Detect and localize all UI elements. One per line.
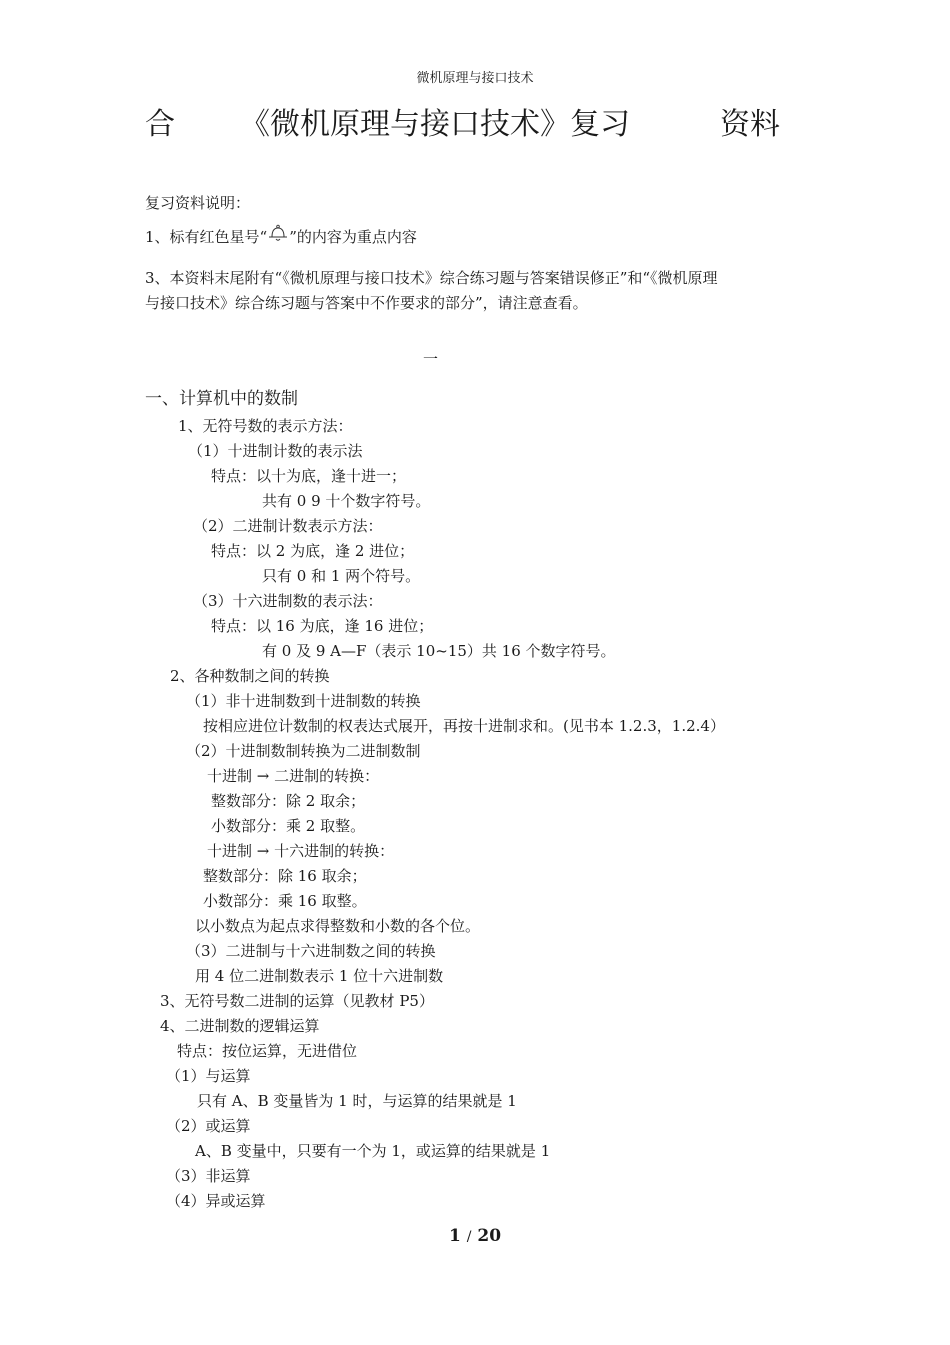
outline-line: 用 4 位二进制数表示 1 位十六进制数 — [195, 967, 444, 985]
note-3-line-1: 3、本资料末尾附有“《微机原理与接口技术》综合练习题与答案错误修正”和“《微机原理 — [145, 269, 718, 287]
outline-line: 特点：按位运算，无进借位 — [177, 1042, 358, 1060]
outline-line: 小数部分：乘 2 取整。 — [211, 817, 366, 835]
outline-line: 小数部分：乘 16 取整。 — [203, 892, 367, 910]
document-title: 《微机原理与接口技术》复习 — [240, 107, 630, 142]
outline-line: 3、无符号数二进制的运算（见教材 P5） — [160, 992, 434, 1010]
outline-line: 只有 A、B 变量皆为 1 时，与运算的结果就是 1 — [197, 1092, 517, 1110]
notes-heading: 复习资料说明： — [145, 194, 251, 212]
outline-line: （1）十进制计数的表示法 — [188, 442, 363, 460]
outline-line: （1）与运算 — [166, 1067, 251, 1085]
outline-line: （1）非十进制数到十进制数的转换 — [186, 692, 421, 710]
outline-line: A、B 变量中，只要有一个为 1，或运算的结果就是 1 — [195, 1142, 551, 1160]
title-right-word: 资料 — [720, 107, 780, 142]
outline-line: 特点：以 16 为底，逢 16 进位； — [211, 617, 434, 635]
outline-line: 按相应进位计数制的权表达式展开，再按十进制求和。(见书本 1.2.3，1.2.4） — [203, 717, 725, 735]
outline-line: 以小数点为起点求得整数和小数的各个位。 — [195, 917, 481, 935]
bell-icon — [267, 224, 289, 247]
outline-line: 只有 0 和 1 两个符号。 — [262, 567, 421, 585]
outline-line: 1、无符号数的表示方法： — [178, 417, 353, 435]
note-3-line-2: 与接口技术》综合练习题与答案中不作要求的部分”，请注意查看。 — [145, 294, 588, 312]
outline-line: 4、二进制数的逻辑运算 — [160, 1017, 320, 1035]
outline-line: （2）二进制计数表示方法： — [193, 517, 383, 535]
outline-line: 有 0 及 9 A—F（表示 10~15）共 16 个数字符号。 — [262, 642, 616, 660]
outline-line: （3）二进制与十六进制数之间的转换 — [186, 942, 436, 960]
outline-line: 十进制 → 二进制的转换： — [207, 767, 380, 785]
note-1-text-after: ”的内容为重点内容 — [289, 228, 417, 246]
page-total: 20 — [477, 1226, 502, 1246]
outline-line: 整数部分：除 16 取余； — [203, 867, 367, 885]
running-header: 微机原理与接口技术 — [416, 71, 534, 86]
outline-line: 2、各种数制之间的转换 — [170, 667, 330, 685]
outline-line: 特点：以十为底，逢十进一； — [211, 467, 407, 485]
outline-line: 整数部分：除 2 取余； — [211, 792, 366, 810]
outline-line: 十进制 → 十六进制的转换： — [207, 842, 395, 860]
section-title: 一、计算机中的数制 — [145, 389, 298, 409]
note-1-text-before: 1、标有红色星号“ — [145, 228, 268, 246]
outline-line: （2）十进制数制转换为二进制数制 — [186, 742, 421, 760]
outline-line: （3）十六进制数的表示法： — [193, 592, 383, 610]
page-separator: / — [466, 1229, 472, 1245]
outline-line: （2）或运算 — [166, 1117, 251, 1135]
title-left-char: 合 — [145, 107, 175, 142]
note-1 — [145, 224, 417, 247]
outline-line: 特点：以 2 为底，逢 2 进位； — [211, 542, 415, 560]
outline-line: 共有 0 9 十个数字符号。 — [262, 492, 431, 510]
chapter-divider: 一 — [423, 350, 439, 368]
outline-line: （3）非运算 — [166, 1167, 251, 1185]
page-number — [0, 1228, 950, 1245]
outline-line: （4）异或运算 — [166, 1192, 266, 1210]
page-current: 1 — [448, 1226, 461, 1246]
